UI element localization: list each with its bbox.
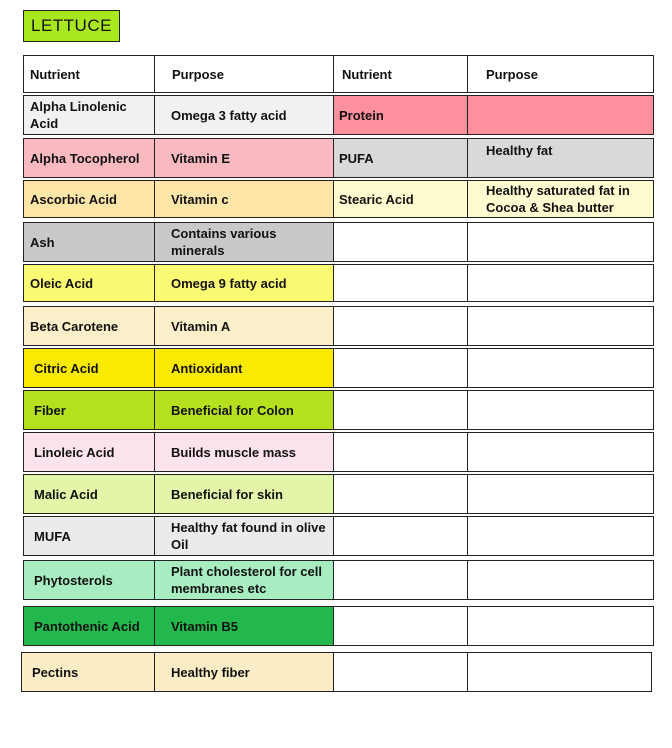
nutrient-cell: Ash <box>23 222 155 262</box>
purpose-cell: Vitamin E <box>154 138 334 178</box>
empty-cell <box>333 560 468 600</box>
nutrient-cell: Fiber <box>23 390 155 430</box>
purpose-cell: Contains various minerals <box>154 222 334 262</box>
nutrient-cell: Alpha Linolenic Acid <box>23 95 155 135</box>
nutrient-cell: Ascorbic Acid <box>23 180 155 218</box>
empty-cell <box>333 432 468 472</box>
nutrient-cell: Malic Acid <box>23 474 155 514</box>
nutrient-cell: Pectins <box>21 652 155 692</box>
empty-cell <box>333 306 468 346</box>
empty-cell <box>333 348 468 388</box>
nutrient-cell: Phytosterols <box>23 560 155 600</box>
page-title: LETTUCE <box>23 10 120 42</box>
empty-cell <box>467 222 654 262</box>
purpose-cell: Builds muscle mass <box>154 432 334 472</box>
header-nutrient-right: Nutrient <box>333 55 468 93</box>
empty-cell <box>467 516 654 556</box>
nutrient-cell: Pantothenic Acid <box>23 606 155 646</box>
nutrient-cell: Oleic Acid <box>23 264 155 302</box>
purpose-cell: Omega 3 fatty acid <box>154 95 334 135</box>
purpose-cell: Vitamin B5 <box>154 606 334 646</box>
purpose-cell: Beneficial for skin <box>154 474 334 514</box>
empty-cell <box>467 560 654 600</box>
purpose-cell: Healthy fiber <box>154 652 334 692</box>
nutrient-cell: Protein <box>333 95 468 135</box>
empty-cell <box>467 652 652 692</box>
empty-cell <box>333 264 468 302</box>
nutrient-cell: Stearic Acid <box>333 180 468 218</box>
empty-cell <box>467 348 654 388</box>
empty-cell <box>333 652 468 692</box>
header-nutrient-left: Nutrient <box>23 55 155 93</box>
header-purpose-right: Purpose <box>467 55 654 93</box>
empty-cell <box>467 606 654 646</box>
empty-cell <box>333 516 468 556</box>
empty-cell <box>333 606 468 646</box>
nutrient-cell: Beta Carotene <box>23 306 155 346</box>
purpose-cell: Vitamin c <box>154 180 334 218</box>
purpose-cell: Healthy fat found in olive Oil <box>154 516 334 556</box>
purpose-cell: Plant cholesterol for cell membranes etc <box>154 560 334 600</box>
nutrient-cell: PUFA <box>333 138 468 178</box>
empty-cell <box>467 432 654 472</box>
purpose-cell: Beneficial for Colon <box>154 390 334 430</box>
header-purpose-left: Purpose <box>154 55 334 93</box>
nutrient-cell: Linoleic Acid <box>23 432 155 472</box>
empty-cell <box>467 264 654 302</box>
purpose-cell: Healthy saturated fat in Cocoa & Shea butter <box>467 180 654 218</box>
empty-cell <box>467 474 654 514</box>
purpose-cell: Healthy fat <box>467 138 654 178</box>
empty-cell <box>333 390 468 430</box>
purpose-cell: Vitamin A <box>154 306 334 346</box>
empty-cell <box>467 390 654 430</box>
purpose-cell: Omega 9 fatty acid <box>154 264 334 302</box>
nutrient-cell: MUFA <box>23 516 155 556</box>
empty-cell <box>467 306 654 346</box>
nutrient-cell: Alpha Tocopherol <box>23 138 155 178</box>
empty-cell <box>333 474 468 514</box>
empty-cell <box>333 222 468 262</box>
nutrient-cell: Citric Acid <box>23 348 155 388</box>
purpose-cell: Antioxidant <box>154 348 334 388</box>
purpose-cell <box>467 95 654 135</box>
